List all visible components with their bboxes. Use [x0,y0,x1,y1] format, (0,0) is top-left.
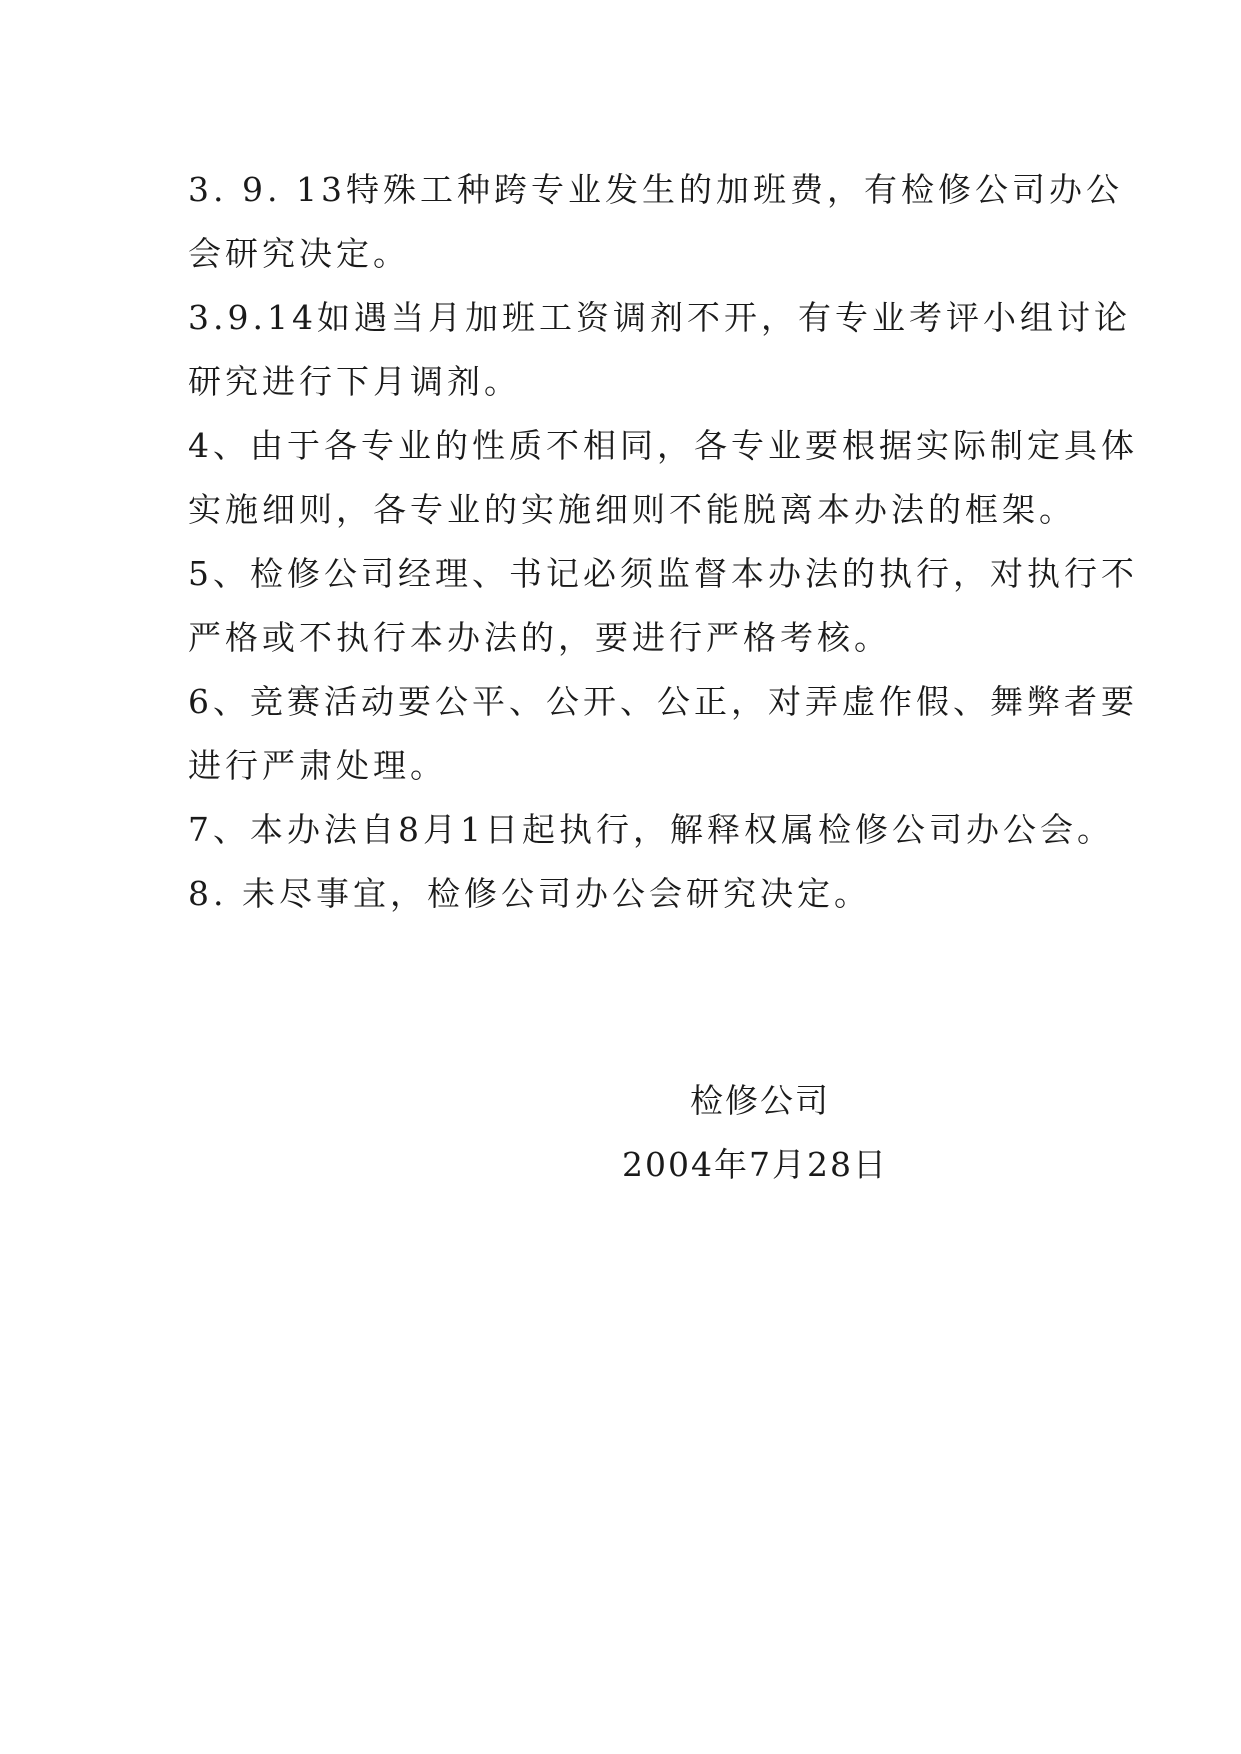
signature-date: 2004年7月28日 [622,1145,888,1184]
text-line: 进行严肃处理。 [188,746,447,785]
text-line: 6、竞赛活动要公平、公开、公正，对弄虚作假、舞弊者要 [188,682,1138,721]
clause-7 [188,798,1114,862]
clause-6 [188,670,1138,798]
document-body [188,158,1138,926]
text-line: 研究进行下月调剂。 [188,362,521,401]
text-line: 3. 9. 13特殊工种跨专业发生的加班费，有检修公司办公 [188,170,1123,209]
clause-5 [188,542,1138,670]
clause-4 [188,414,1138,542]
clause-8 [188,862,1048,926]
clause-3-9-13 [188,158,1123,286]
text-line: 4、由于各专业的性质不相同，各专业要根据实际制定具体 [188,426,1138,465]
signature-organization: 检修公司 [690,1081,830,1120]
text-line: 会研究决定。 [188,234,410,273]
text-line: 5、检修公司经理、书记必须监督本办法的执行，对执行不 [188,554,1138,593]
text-line: 7、本办法自8月1日起执行，解释权属检修公司办公会。 [188,810,1114,849]
text-line: 实施细则，各专业的实施细则不能脱离本办法的框架。 [188,490,1076,529]
text-line: 3.9.14如遇当月加班工资调剂不开，有专业考评小组讨论 [188,298,1131,337]
text-line: 8. 未尽事宜，检修公司办公会研究决定。 [188,874,871,913]
clause-3-9-14 [188,286,1131,414]
text-line: 严格或不执行本办法的，要进行严格考核。 [188,618,891,657]
